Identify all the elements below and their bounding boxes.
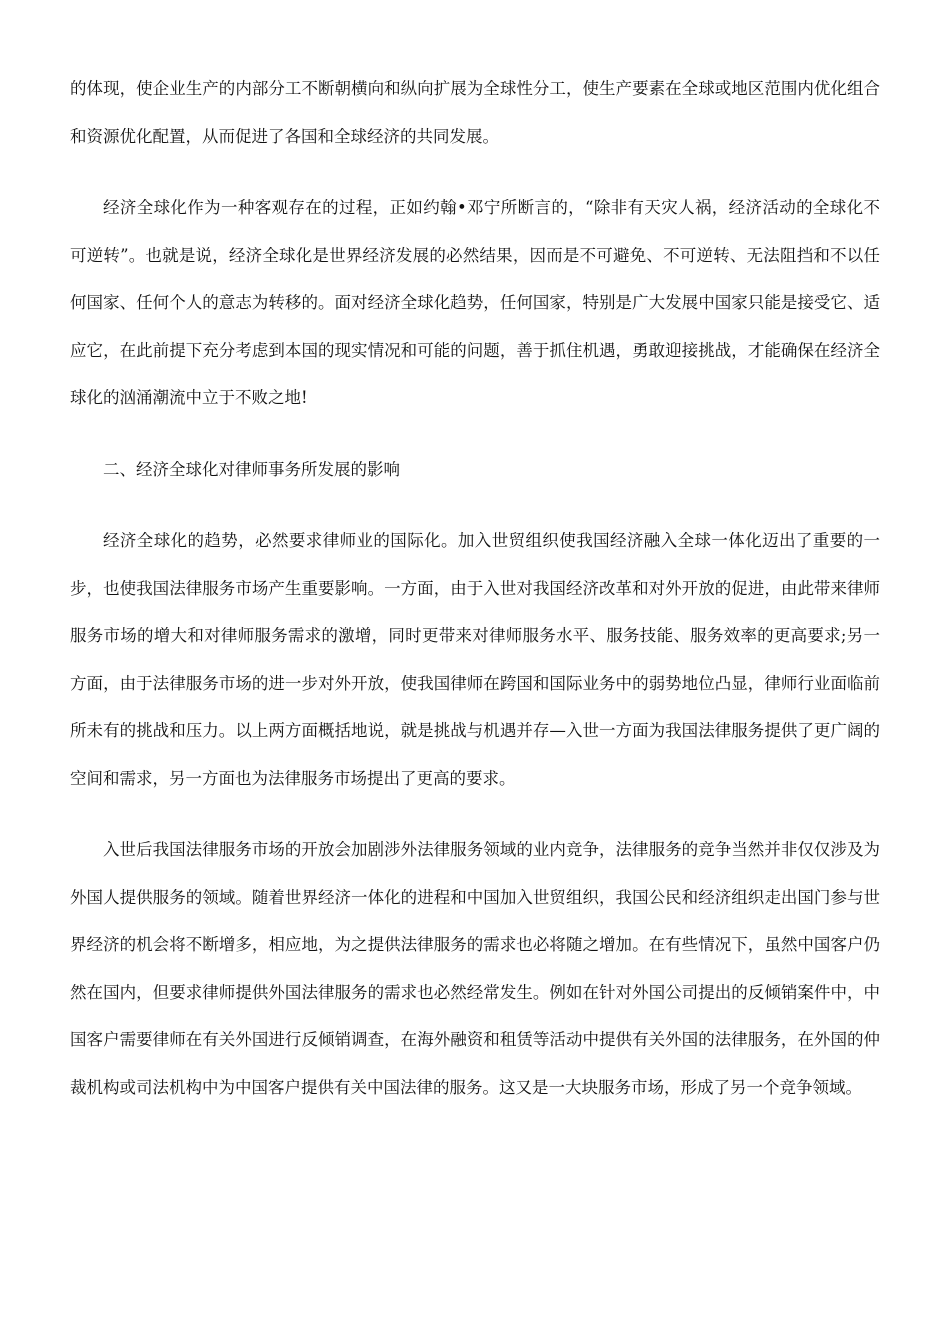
document-body [70, 65, 880, 1111]
paragraph-globalization-irreversible: 经济全球化作为一种客观存在的过程，正如约翰•邓宁所断言的，“除非有天灾人祸，经济活动的全球化不可逆转”。也就是说，经济全球化是世界经济发展的必然结果，因而是不可避免、不可逆转、无法阻挡和不以任何国家、任何个人的意志为转移的。面对经济全球化趋势，任何国家，特别是广大发展中国家只能是接受它、适应它，在此前提下充分考虑到本国的现实情况和可能的问题，善于抓住机遇，勇敢迎接挑战，才能确保在经济全球化的汹涌潮流中立于不败之地! [70, 198, 880, 407]
paragraph-continuation: 的体现，使企业生产的内部分工不断朝横向和纵向扩展为全球性分工，使生产要素在全球或地区范围内优化组合和资源优化配置，从而促进了各国和全球经济的共同发展。 [70, 79, 880, 146]
paragraph-lawyer-internationalization: 经济全球化的趋势，必然要求律师业的国际化。加入世贸组织使我国经济融入全球一体化迈出了重要的一步，也使我国法律服务市场产生重要影响。一方面，由于入世对我国经济改革和对外开放的促进，由此带来律师服务市场的增大和对律师服务需求的激增，同时更带来对律师服务水平、服务技能、服务效率的更高要求;另一方面，由于法律服务市场的进一步对外开放，使我国律师在跨国和国际业务中的弱势地位凸显，律师行业面临前所未有的挑战和压力。以上两方面概括地说，就是挑战与机遇并存—入世一方面为我国法律服务提供了更广阔的空间和需求，另一方面也为法律服务市场提出了更高的要求。 [70, 531, 880, 788]
paragraph-foreign-legal-services: 入世后我国法律服务市场的开放会加剧涉外法律服务领域的业内竞争，法律服务的竞争当然并非仅仅涉及为外国人提供服务的领域。随着世界经济一体化的进程和中国加入世贸组织，我国公民和经济组织走出国门参与世界经济的机会将不断增多，相应地，为之提供法律服务的需求也必将随之增加。在有些情况下，虽然中国客户仍然在国内，但要求律师提供外国法律服务的需求也必然经常发生。例如在针对外国公司提出的反倾销案件中，中国客户需要律师在有关外国进行反倾销调查，在海外融资和租赁等活动中提供有关外国的法律服务，在外国的仲裁机构或司法机构中为中国客户提供有关中国法律的服务。这又是一大块服务市场，形成了另一个竞争领域。 [70, 840, 880, 1097]
section-heading: 二、经济全球化对律师事务所发展的影响 [103, 459, 400, 479]
